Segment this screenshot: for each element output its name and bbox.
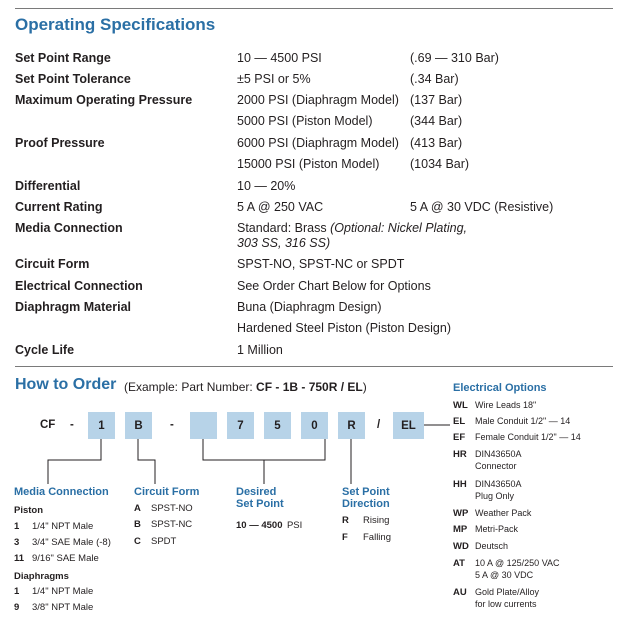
spec-value: 15000 PSI (Piston Model)	[237, 157, 380, 171]
code-box-setpoint-2: 5	[264, 412, 291, 439]
desired-setpoint-title-1: Desired	[236, 486, 277, 498]
option-code: F	[342, 532, 348, 543]
code-box-electrical: EL	[393, 412, 424, 439]
option-code: AU	[453, 587, 467, 598]
option-desc-line2: for low currents	[475, 599, 537, 609]
direction-title-2: Direction	[342, 498, 390, 510]
spec-label: Differential	[15, 179, 81, 193]
spec-extra: (1034 Bar)	[410, 157, 470, 171]
option-desc: SPST-NC	[151, 519, 193, 530]
spec-label: Maximum Operating Pressure	[15, 93, 193, 107]
option-desc-line2: Plug Only	[475, 491, 515, 501]
spec-value: SPST-NO, SPST-NC or SPDT	[237, 257, 405, 271]
media-connector	[48, 439, 101, 484]
option-desc: SPDT	[151, 536, 177, 547]
option-code: 1	[14, 521, 20, 532]
piston-heading: Piston	[14, 505, 44, 516]
setpoint-range	[236, 515, 302, 533]
spec-value: 10 — 20%	[237, 179, 296, 193]
specs-title: Operating Specifications	[15, 15, 216, 34]
spec-value: 2000 PSI (Diaphragm Model)	[237, 93, 399, 107]
spec-label: Diaphragm Material	[15, 300, 132, 314]
option-desc: 1/4" NPT Male	[32, 521, 94, 532]
circuit-form-title: Circuit Form	[134, 486, 200, 498]
spec-value: 5000 PSI (Piston Model)	[237, 114, 373, 128]
option-code: A	[134, 503, 141, 514]
option-desc: Female Conduit 1/2" — 14	[475, 432, 581, 442]
spec-value: ±5 PSI or 5%	[237, 72, 311, 86]
spec-value: 6000 PSI (Diaphragm Model)	[237, 136, 399, 150]
option-code: 3	[14, 537, 20, 548]
media-connection-title: Media Connection	[14, 486, 109, 498]
option-code: HR	[453, 449, 467, 460]
option-desc: Deutsch	[475, 541, 509, 551]
option-desc: 3/8" NPT Male	[32, 602, 94, 613]
option-code: WL	[453, 400, 468, 411]
option-code: B	[134, 519, 141, 530]
option-code: HH	[453, 479, 467, 490]
example-suffix: )	[362, 380, 367, 394]
option-desc: DIN43650A	[475, 449, 522, 459]
option-desc: 3/4" SAE Male (-8)	[32, 537, 111, 548]
electrical-options-title: Electrical Options	[453, 382, 547, 394]
spec-extra: (344 Bar)	[410, 114, 463, 128]
option-desc: SPST-NO	[151, 503, 193, 514]
option-code: AT	[453, 558, 465, 569]
code-box-setpoint-1: 7	[227, 412, 254, 439]
code-box-media: 1	[88, 412, 115, 439]
spec-extra: (.34 Bar)	[410, 72, 459, 86]
spec-value: Buna (Diaphragm Design)	[237, 300, 382, 314]
spec-label: Media Connection	[15, 221, 123, 235]
code-slash: /	[377, 419, 381, 431]
spec-value: 5 A @ 250 VAC	[237, 200, 324, 214]
option-code: WP	[453, 508, 469, 519]
example-prefix: (Example: Part Number:	[124, 380, 257, 394]
spec-label: Circuit Form	[15, 257, 90, 271]
code-box-circuit: B	[125, 412, 152, 439]
option-code: WD	[453, 541, 469, 552]
option-desc: Falling	[363, 532, 391, 543]
spec-value-line2: 303 SS, 316 SS)	[237, 236, 331, 250]
code-dash: -	[70, 419, 74, 431]
spec-label: Cycle Life	[15, 343, 75, 357]
option-desc: Male Conduit 1/2" — 14	[475, 416, 571, 426]
order-title: How to Order	[15, 376, 117, 393]
spec-label: Set Point Range	[15, 51, 111, 65]
option-code: R	[342, 515, 349, 526]
spec-value: Standard: Brass	[237, 221, 327, 235]
spec-label: Current Rating	[15, 200, 103, 214]
option-desc: 10 A @ 125/250 VAC	[475, 558, 560, 568]
code-box-setpoint-3: 0	[301, 412, 328, 439]
spec-value-italic: (Optional: Nickel Plating,	[330, 221, 467, 235]
direction-title-1: Set Point	[342, 486, 390, 498]
option-code: C	[134, 536, 141, 547]
circuit-connector	[138, 439, 155, 484]
option-desc: 9/16" SAE Male	[32, 553, 99, 564]
spec-extra: (413 Bar)	[410, 136, 463, 150]
code-dash: -	[170, 419, 174, 431]
setpoint-range-unit: PSI	[286, 520, 303, 531]
option-desc-line2: Connector	[475, 461, 517, 471]
diaphragms-heading: Diaphragms	[14, 571, 69, 582]
spec-label: Electrical Connection	[15, 279, 143, 293]
spec-extra: 5 A @ 30 VDC (Resistive)	[410, 200, 554, 214]
spec-value: 10 — 4500 PSI	[237, 51, 322, 65]
code-prefix: CF	[40, 419, 56, 431]
option-code: MP	[453, 524, 468, 535]
example-part-number: CF - 1B - 750R / EL	[256, 380, 363, 394]
spec-value: Hardened Steel Piston (Piston Design)	[237, 321, 452, 335]
option-code: EF	[453, 432, 466, 443]
desired-setpoint-title-2: Set Point	[236, 498, 284, 510]
code-box-direction: R	[338, 412, 365, 439]
option-code: 1	[14, 586, 20, 597]
option-desc: Rising	[363, 515, 390, 526]
option-desc: Metri-Pack	[475, 524, 519, 534]
setpoint-range-value: 10 — 4500	[236, 520, 283, 531]
option-desc: 1/4" NPT Male	[32, 586, 94, 597]
option-code: 11	[14, 553, 25, 564]
spec-value: See Order Chart Below for Options	[237, 279, 431, 293]
option-desc: Weather Pack	[475, 508, 532, 518]
spec-extra: (137 Bar)	[410, 93, 463, 107]
option-desc: Wire Leads 18"	[475, 400, 537, 410]
option-desc: Gold Plate/Alloy	[475, 587, 540, 597]
setpoint-bracket	[203, 439, 325, 460]
spec-label: Proof Pressure	[15, 136, 105, 150]
spec-label: Set Point Tolerance	[15, 72, 131, 86]
option-code: 9	[14, 602, 20, 613]
spec-extra: (.69 — 310 Bar)	[410, 51, 499, 65]
option-desc-line2: 5 A @ 30 VDC	[475, 570, 534, 580]
option-code: EL	[453, 416, 466, 427]
option-desc: DIN43650A	[475, 479, 522, 489]
spec-value: 1 Million	[237, 343, 283, 357]
